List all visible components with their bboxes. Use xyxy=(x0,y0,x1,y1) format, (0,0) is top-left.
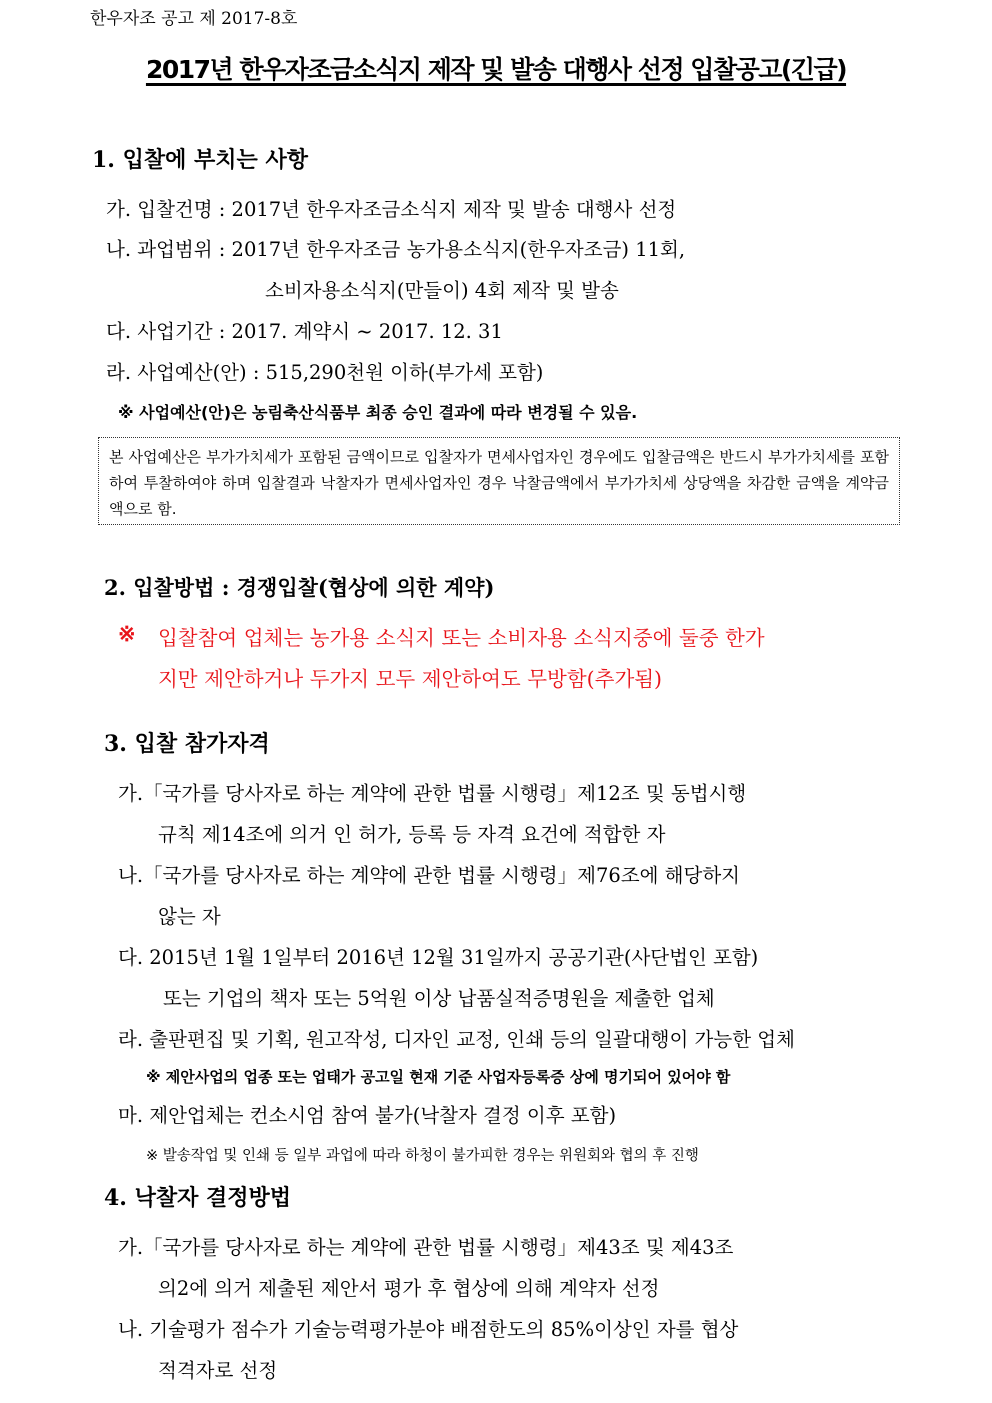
qualification-d-line: 라. 출판편집 및 기획, 원고작성, 디자인 교정, 인쇄 등의 일괄대행이 가능한 업체 xyxy=(118,1028,795,1051)
qualification-a-line-1: 가.「국가를 당사자로 하는 계약에 관한 법률 시행령」제12조 및 동법시행 xyxy=(118,782,747,805)
section-3-heading: 3. 입찰 참가자격 xyxy=(104,731,270,757)
qualification-e-line: 마. 제안업체는 컨소시엄 참여 불가(낙찰자 결정 이후 포함) xyxy=(118,1104,617,1127)
vat-notice-box: 본 사업예산은 부가가치세가 포함된 금액이므로 입찰자가 면세사업자인 경우에도 입찰금액은 반드시 부가가치세를 포함하여 투찰하여야 하며 입찰결과 낙찰자가 면세사업자인 경우 낙찰금액에서 부가가치세 상당액을 차감한 금액을 계약금액으로 함. xyxy=(98,437,900,525)
qualification-c-line-1: 다. 2015년 1월 1일부터 2016년 12월 31일까지 공공기관(사단법인 포함) xyxy=(118,946,759,969)
award-a-line-1: 가.「국가를 당사자로 하는 계약에 관한 법률 시행령」제43조 및 제43조 xyxy=(118,1236,734,1259)
period-line: 다. 사업기간 : 2017. 계약시 ~ 2017. 12. 31 xyxy=(106,320,503,343)
qualification-b-line-1: 나.「국가를 당사자로 하는 계약에 관한 법률 시행령」제76조에 해당하지 xyxy=(118,864,741,887)
bid-name-line: 가. 입찰건명 : 2017년 한우자조금소식지 제작 및 발송 대행사 선정 xyxy=(106,198,677,221)
qualification-a-line-2: 규칙 제14조에 의거 인 허가, 등록 등 자격 요건에 적합한 자 xyxy=(158,823,666,846)
award-a-line-2: 의2에 의거 제출된 제안서 평가 후 협상에 의해 계약자 선정 xyxy=(158,1277,660,1300)
qualification-c-line-2: 또는 기업의 책자 또는 5억원 이상 납품실적증명원을 제출한 업체 xyxy=(163,987,715,1010)
scope-line-continued: 소비자용소식지(만들이) 4회 제작 및 발송 xyxy=(265,279,619,302)
section-1-heading: 1. 입찰에 부치는 사항 xyxy=(92,147,308,173)
red-notice-line-2: 지만 제안하거나 두가지 모두 제안하여도 무방함(추가됨) xyxy=(158,667,663,691)
award-b-line-1: 나. 기술평가 점수가 기술능력평가분야 배점한도의 85%이상인 자를 협상 xyxy=(118,1318,739,1341)
section-2-heading: 2. 입찰방법 : 경쟁입찰(협상에 의한 계약) xyxy=(104,575,495,600)
red-notice-mark: ※ xyxy=(118,621,136,646)
scope-line: 나. 과업범위 : 2017년 한우자조금 농가용소식지(한우자조금) 11회, xyxy=(106,238,686,261)
qualification-b-line-2: 않는 자 xyxy=(158,905,221,928)
qualification-note-2: ※ 발송작업 및 인쇄 등 일부 과업에 따라 하청이 불가피한 경우는 위원회와 협의 후 진행 xyxy=(146,1148,699,1164)
award-b-line-2: 적격자로 선정 xyxy=(158,1359,278,1382)
notice-number: 한우자조 공고 제 2017-8호 xyxy=(90,9,298,29)
budget-note: ※ 사업예산(안)은 농림축산식품부 최종 승인 결과에 따라 변경될 수 있음. xyxy=(118,403,638,422)
budget-line: 라. 사업예산(안) : 515,290천원 이하(부가세 포함) xyxy=(106,361,544,384)
qualification-note-1: ※ 제안사업의 업종 또는 업태가 공고일 현재 기준 사업자등록증 상에 명기되어 있어야 함 xyxy=(146,1068,731,1086)
section-4-heading: 4. 낙찰자 결정방법 xyxy=(104,1185,292,1211)
red-notice-line-1: 입찰참여 업체는 농가용 소식지 또는 소비자용 소식지중에 둘중 한가 xyxy=(158,626,765,650)
document-title: 2017년 한우자조금소식지 제작 및 발송 대행사 선정 입찰공고(긴급) xyxy=(145,55,847,84)
